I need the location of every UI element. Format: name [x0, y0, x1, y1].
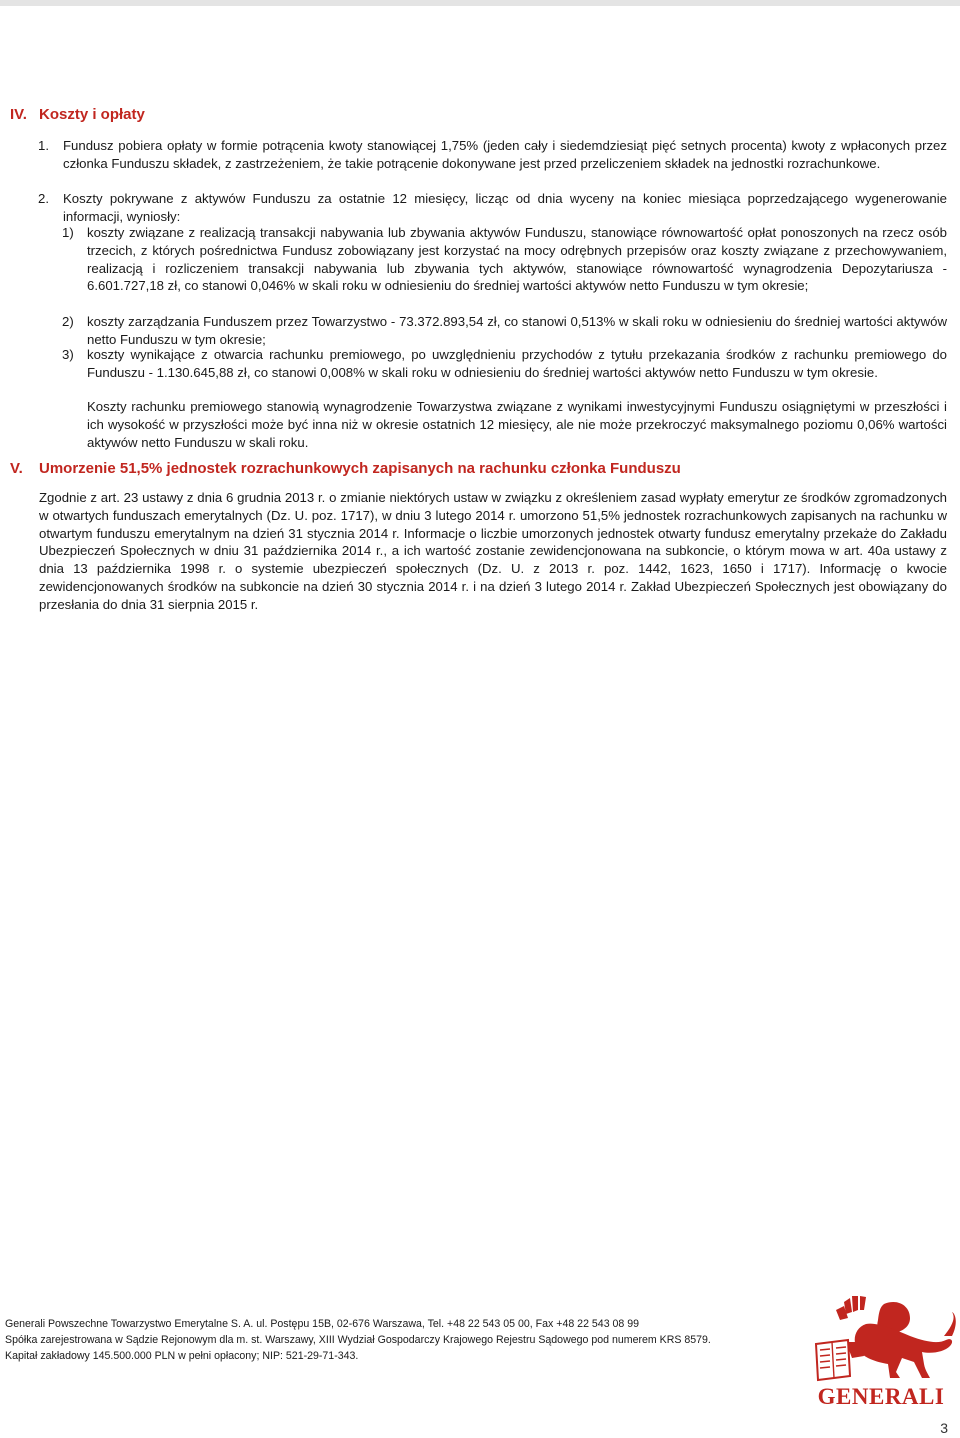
list-item-2-text: Koszty pokrywane z aktywów Funduszu za ostatnie 12 miesięcy, licząc od dnia wyceny na koniec miesiąca poprzedzającego wygenerowanie informacji, wyniosły:	[63, 191, 947, 224]
sub-item-1-text: koszty związane z realizacją transakcji nabywania lub zbywania aktywów Funduszu, stanowiące równowartość opłat ponoszonych na rzecz osób trzecich, z których pośrednictwa Fundusz zobowiązany jest korzystać na mocy odrębnych przepisów oraz koszty związane z przechowywaniem, realizacją i rozliczeniem transakcji nabywania lub zbywania tych aktywów, stanowiące równowartość wynagrodzenia Depozytariusza - 6.601.727,18 zł, co stanowi 0,046% w skali roku w odniesieniu do średniej wartości aktywów netto Funduszu w tym okresie;	[87, 225, 947, 294]
page-number: 3	[940, 1420, 948, 1436]
list-item-1	[38, 137, 947, 173]
section-4-title: Koszty i opłaty	[39, 106, 145, 123]
premium-account-note: Koszty rachunku premiowego stanowią wynagrodzenie Towarzystwa związane z wynikami inwestycyjnymi Funduszu osiągniętymi w przeszłości i ich wysokość w przyszłości może być inna niż w okresie ostatnich 12 miesięcy, ale nie może przekroczyć maksymalnego poziomu 0,06% wartości aktywów netto Funduszu w skali roku.	[87, 399, 947, 450]
generali-wordmark: GENERALI	[817, 1384, 945, 1408]
section-4-number: IV.	[10, 106, 27, 123]
sub-item-3	[62, 346, 947, 382]
footer-company-info	[5, 1316, 711, 1364]
footer-line-address: Generali Powszechne Towarzystwo Emerytalne S. A. ul. Postępu 15B, 02-676 Warszawa, Tel. +48 22 543 05 00, Fax +48 22 543 08 99	[5, 1318, 640, 1330]
section-5-heading	[10, 460, 681, 478]
list-item-2	[38, 190, 947, 226]
section-4-heading	[10, 106, 145, 124]
generali-logo	[806, 1296, 956, 1408]
book-icon	[816, 1340, 850, 1380]
footer-line-capital: Kapitał zakładowy 145.500.000 PLN w pełni opłacony; NIP: 521-29-71-343.	[5, 1350, 359, 1362]
sub-item-1-number: 1)	[62, 225, 74, 240]
sub-item-2	[62, 313, 947, 349]
sub-item-3-number: 3)	[62, 347, 74, 362]
section-5-number: V.	[10, 460, 23, 477]
list-item-2-number: 2.	[38, 191, 49, 206]
sub-item-2-text: koszty zarządzania Funduszem przez Towarzystwo - 73.372.893,54 zł, co stanowi 0,513% w skali roku w odniesieniu do średniej wartości aktywów netto Funduszu w tym okresie;	[87, 314, 947, 347]
list-item-1-text: Fundusz pobiera opłaty w formie potrącenia kwoty stanowiącej 1,75% (jeden cały i siedemdziesiąt pięć setnych procenta) kwoty z wpłaconych przez członka Funduszu składek, z zastrzeżeniem, że takie potrącenie dokonywane jest przed przeliczeniem składek na jednostki rozrachunkowe.	[63, 138, 947, 171]
list-item-1-number: 1.	[38, 138, 49, 153]
top-rule	[0, 0, 960, 6]
sub-item-2-number: 2)	[62, 314, 74, 329]
section-5-title: Umorzenie 51,5% jednostek rozrachunkowych zapisanych na rachunku członka Funduszu	[39, 460, 681, 477]
sub-item-3-text: koszty wynikające z otwarcia rachunku premiowego, po uwzględnieniu przychodów z tytułu przekazania środków z rachunku premiowego do Funduszu - 1.130.645,88 zł, co stanowi 0,008% w skali roku w odniesieniu do średniej wartości aktywów netto Funduszu w tym okresie.	[87, 347, 947, 380]
sub-item-1	[62, 224, 947, 295]
footer-line-registration: Spółka zarejestrowana w Sądzie Rejonowym dla m. st. Warszawy, XIII Wydział Gospodarczy Krajowego Rejestru Sądowego pod numerem KRS 8579.	[5, 1334, 711, 1346]
generali-lion-icon	[836, 1296, 956, 1378]
section-5-paragraph: Zgodnie z art. 23 ustawy z dnia 6 grudnia 2013 r. o zmianie niektórych ustaw w związku z określeniem zasad wypłaty emerytur ze środków zgromadzonych w otwartych funduszach emerytalnych (Dz. U. poz. 1717), w dniu 3 lutego 2014 r. umorzono 51,5% jednostek rozrachunkowych zapisanych na rachunku w otwartym funduszu emerytalnym na dzień 31 stycznia 2014 r. Informacje o liczbie umorzonych jednostek otwarty fundusz emerytalny przekaże do Zakładu Ubezpieczeń Społecznych w dniu 31 października 2014 r., a ich wartość zostanie zewidencjonowana na subkoncie, o którym mowa w art. 40a ustawy z dnia 13 października 1998 r. o systemie ubezpieczeń społecznych (Dz. U. z 2013 r. poz. 1442, 1623, 1650 i 1717). Informację o kwocie zewidencjonowanych środków na subkoncie na dzień 30 stycznia 2014 r. i na dzień 3 lutego 2014 r. Zakład Ubezpieczeń Społecznych jest obowiązany do przesłania do dnia 31 sierpnia 2015 r.	[39, 490, 947, 612]
